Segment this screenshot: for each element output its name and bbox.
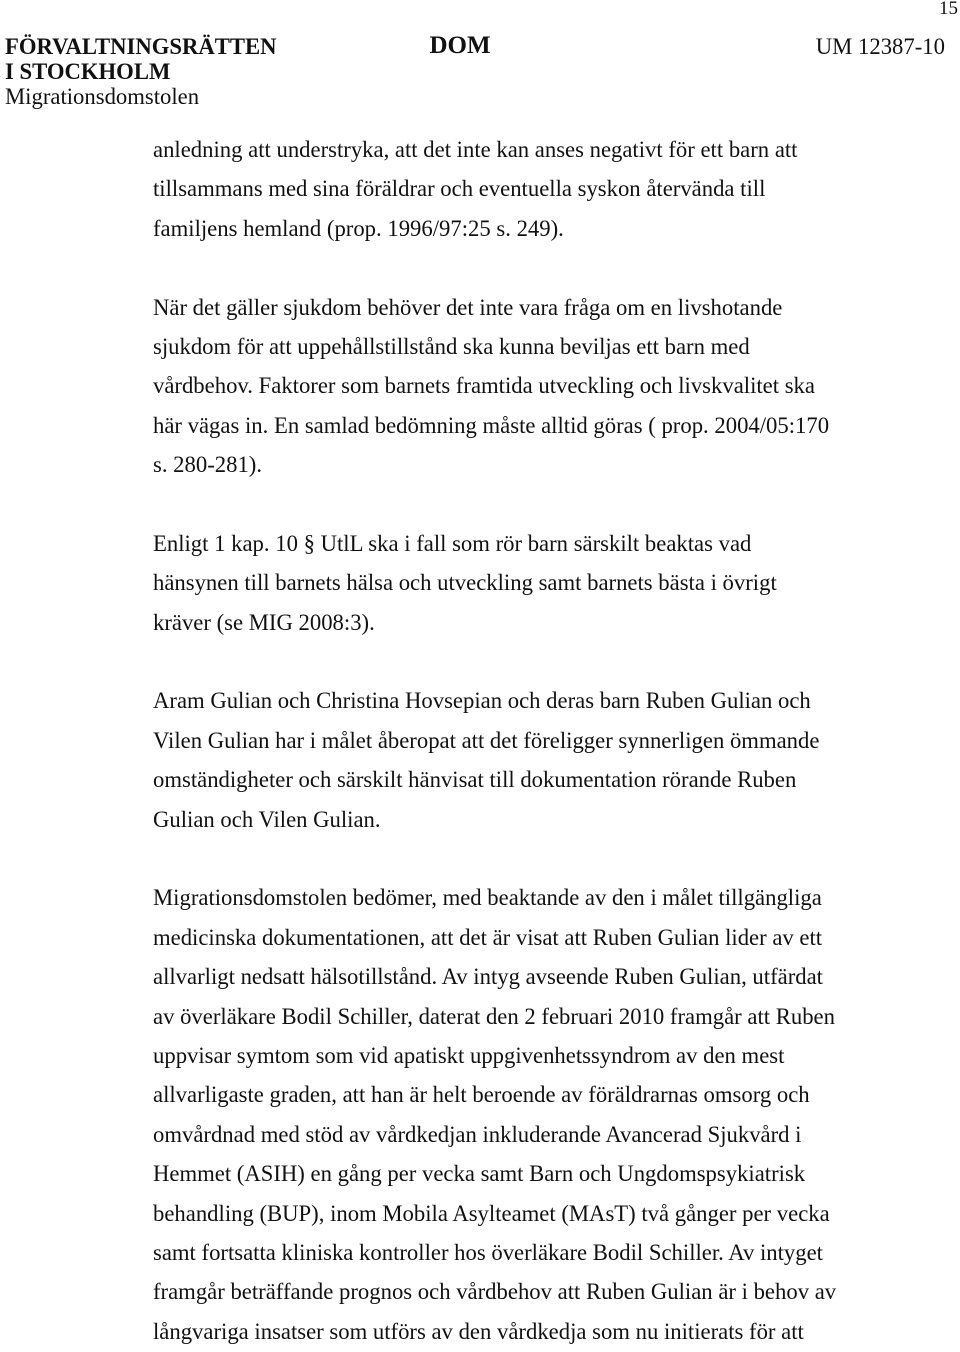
paragraph	[153, 130, 943, 248]
court-name-line2: I STOCKHOLM	[5, 59, 171, 84]
document-type: DOM	[429, 32, 491, 59]
text-line: sjukdom för att uppehållstillstånd ska kunna beviljas ett barn med	[153, 333, 750, 359]
document-body	[153, 130, 943, 1351]
text-line: Enligt 1 kap. 10 § UtlL ska i fall som rör barn särskilt beaktas vad	[153, 530, 752, 556]
text-line: Vilen Gulian har i målet åberopat att det föreligger synnerligen ömmande	[153, 727, 820, 753]
text-line: Migrationsdomstolen bedömer, med beaktande av den i målet tillgängliga	[153, 885, 822, 911]
text-line: av överläkare Bodil Schiller, daterat den 2 februari 2010 framgår att Ruben	[153, 1003, 835, 1029]
text-line: långvariga insatser som utförs av den vårdkedja som nu initierats för att	[153, 1318, 804, 1344]
paragraph	[153, 524, 943, 642]
text-line: s. 280-281).	[153, 452, 263, 478]
text-line: omvårdnad med stöd av vårdkedjan inkluderande Avancerad Sjukvård i	[153, 1121, 802, 1147]
court-header	[5, 34, 277, 109]
court-division: Migrationsdomstolen	[5, 84, 200, 109]
text-line: här vägas in. En samlad bedömning måste alltid göras ( prop. 2004/05:170	[153, 412, 830, 438]
text-line: uppvisar symtom som vid apatiskt uppgivenhetssyndrom av den mest	[153, 1042, 785, 1068]
text-line: Aram Gulian och Christina Hovsepian och deras barn Ruben Gulian och	[153, 688, 811, 714]
text-line: samt fortsatta kliniska kontroller hos överläkare Bodil Schiller. Av intyget	[153, 1239, 823, 1265]
paragraph	[153, 878, 943, 1351]
text-line: När det gäller sjukdom behöver det inte vara fråga om en livshotande	[153, 294, 783, 320]
text-line: Gulian och Vilen Gulian.	[153, 806, 381, 832]
text-line: kräver (se MIG 2008:3).	[153, 609, 375, 635]
text-line: hänsynen till barnets hälsa och utveckling samt barnets bästa i övrigt	[153, 570, 777, 596]
text-line: allvarligt nedsatt hälsotillstånd. Av intyg avseende Ruben Gulian, utfärdat	[153, 964, 823, 990]
text-line: behandling (BUP), inom Mobila Asylteamet (MAsT) två gånger per vecka	[153, 1200, 830, 1226]
case-number: UM 12387-10	[815, 34, 945, 59]
text-line: omständigheter och särskilt hänvisat till dokumentation rörande Ruben	[153, 767, 797, 793]
text-line: familjens hemland (prop. 1996/97:25 s. 249).	[153, 215, 564, 241]
paragraph	[153, 681, 943, 839]
text-line: framgår beträffande prognos och vårdbehov att Ruben Gulian är i behov av	[153, 1279, 837, 1305]
text-line: anledning att understryka, att det inte kan anses negativt för ett barn att	[153, 137, 798, 162]
page-number: 15	[939, 0, 958, 19]
court-name-line1: FÖRVALTNINGSRÄTTEN	[5, 34, 277, 59]
text-line: medicinska dokumentationen, att det är visat att Ruben Gulian lider av ett	[153, 924, 823, 950]
text-line: vårdbehov. Faktorer som barnets framtida utveckling och livskvalitet ska	[153, 373, 815, 399]
text-line: Hemmet (ASIH) en gång per vecka samt Barn och Ungdomspsykiatrisk	[153, 1161, 806, 1187]
text-line: allvarligaste graden, att han är helt beroende av föräldrarnas omsorg och	[153, 1082, 810, 1108]
paragraph	[153, 288, 943, 485]
text-line: tillsammans med sina föräldrar och eventuella syskon återvända till	[153, 176, 766, 202]
